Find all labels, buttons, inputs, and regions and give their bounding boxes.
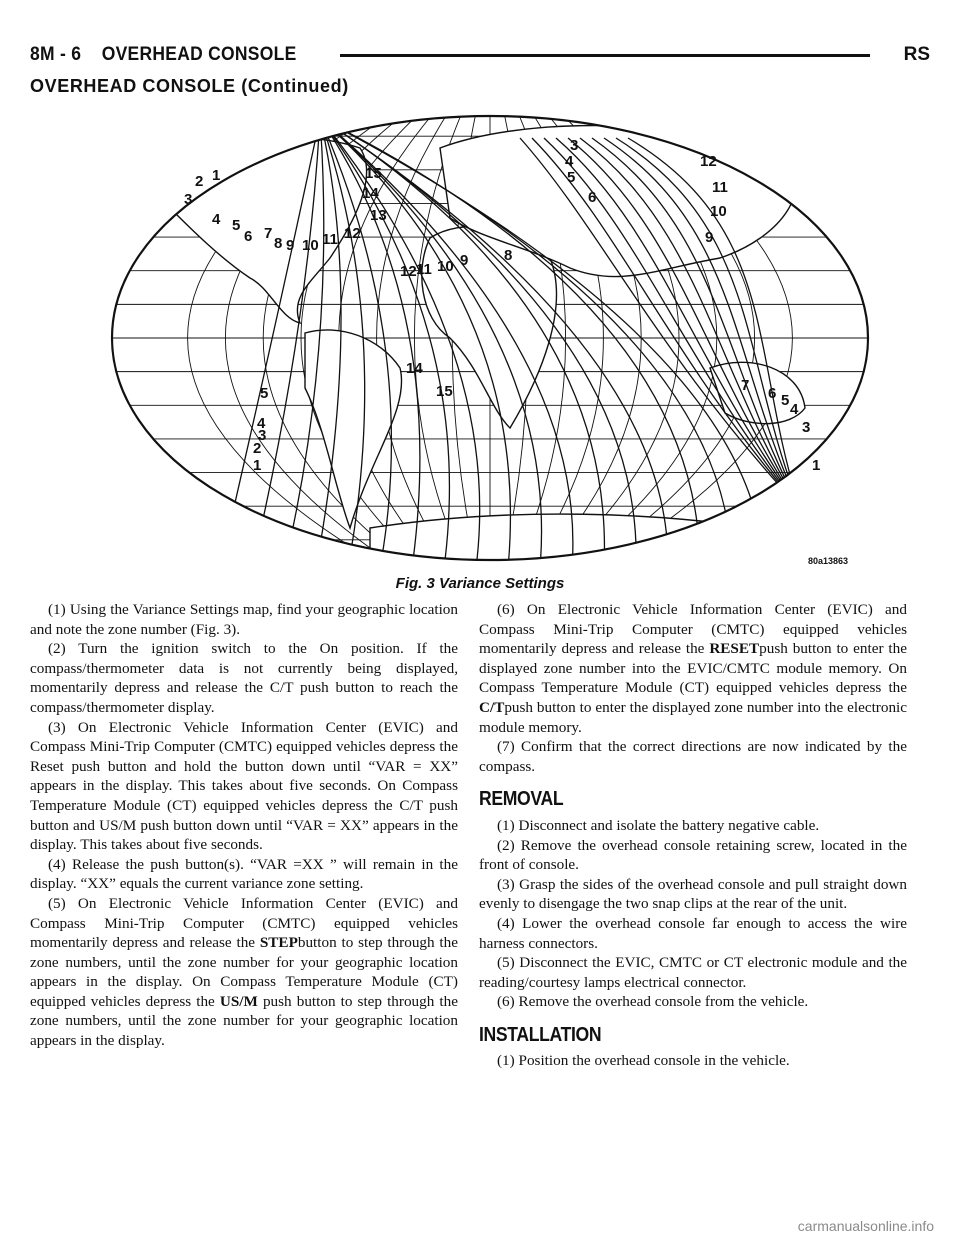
zone-number-label: 9 <box>460 252 469 269</box>
zone-number-label: 9 <box>705 229 714 246</box>
zone-number-label: 3 <box>258 427 267 444</box>
zone-number-label: 14 <box>406 360 423 377</box>
removal-heading: REMOVAL <box>479 788 564 811</box>
header-section-title: 8M - 6 OVERHEAD CONSOLE <box>30 44 297 65</box>
step-6 <box>479 600 907 737</box>
zone-number-label: 12 <box>344 225 361 242</box>
zone-number-label: 7 <box>741 377 750 394</box>
removal-step-3: (3) Grasp the sides of the overhead console and pull straight down evenly to disengage the two snap clips at the rear of the unit. <box>479 875 907 913</box>
zone-number-label: 15 <box>436 383 453 400</box>
zone-number-label: 2 <box>253 440 262 457</box>
zone-number-label: 15 <box>365 165 382 182</box>
zone-number-label: 8 <box>504 247 513 264</box>
step-6-text-c: push button to enter the displayed zone number into the electronic module memory. <box>479 698 907 736</box>
landmass-outline <box>370 514 820 570</box>
zone-number-label: 3 <box>802 419 811 436</box>
zone-number-label: 10 <box>710 203 727 220</box>
ct-button-label: C/T <box>479 698 505 716</box>
zone-number-label: 10 <box>302 237 319 254</box>
reset-button-label: RESET <box>709 640 760 658</box>
step-button-label: STEP <box>259 934 298 952</box>
installation-heading: INSTALLATION <box>479 1023 602 1046</box>
installation-step-1: (1) Position the overhead console in the vehicle. <box>497 1052 790 1070</box>
step-5 <box>30 894 458 1051</box>
step-7: (7) Confirm that the correct directions are now indicated by the compass. <box>479 738 907 775</box>
zone-number-label: 12 <box>700 153 717 170</box>
figure-caption: Fig. 3 Variance Settings <box>395 575 565 592</box>
zone-number-label: 1 <box>253 457 262 474</box>
zone-number-label: 4 <box>790 401 799 418</box>
zone-number-label: 8 <box>274 235 283 252</box>
step-5-text-b: button to step through the zone numbers, until the zone number for your geographic location appears in the display. On Compass Temperature Module (CT) equipped vehicles depress the <box>30 934 458 1010</box>
variance-map-figure <box>100 108 880 570</box>
step-2: (2) Turn the ignition switch to the On position. If the compass/thermometer data is not currently being displayed, momentarily depress and release the C/T push button to reach the compass/thermometer display. <box>30 640 458 716</box>
zone-number-label: 3 <box>570 137 579 154</box>
zone-number-label: 1 <box>812 457 821 474</box>
removal-step-4: (4) Lower the overhead console far enough to access the wire harness connectors. <box>479 914 907 952</box>
removal-step-6: (6) Remove the overhead console from the vehicle. <box>497 993 809 1011</box>
zone-number-label: 13 <box>370 207 387 224</box>
step-3: (3) On Electronic Vehicle Information Center (EVIC) and Compass Mini-Trip Computer (CMTC) equipped vehicles depress the Reset push button and hold the button down until “VAR = XX” appears in the display. This takes about five seconds. On Compass Temperature Module (CT) equipped vehicles depress the C/T push button and US/M push button down until “VAR = XX” appears in the display. This takes about five seconds. <box>30 718 458 854</box>
figure-code: 80a13863 <box>808 556 849 566</box>
page-header <box>30 44 930 70</box>
zone-number-label: 2 <box>195 173 204 190</box>
step-5-text-c: push button to step through the zone numbers, until the zone number for your geographic location appears in the display. <box>30 992 458 1050</box>
zone-number-label: 5 <box>232 217 241 234</box>
header-rule <box>340 54 870 57</box>
zone-number-label: 6 <box>768 385 777 402</box>
world-variance-map <box>100 108 880 570</box>
zone-number-label: 14 <box>362 185 379 202</box>
zone-number-label: 11 <box>712 179 728 196</box>
header-model-code: RS <box>903 44 930 65</box>
zone-number-label: 6 <box>588 189 597 206</box>
zone-number-label: 10 <box>437 258 454 275</box>
step-1: (1) Using the Variance Settings map, find your geographic location and note the zone number (Fig. 3). <box>30 601 458 638</box>
zone-number-label: 5 <box>567 169 576 186</box>
removal-step-5: (5) Disconnect the EVIC, CMTC or CT electronic module and the reading/courtesy lamps electrical connector. <box>479 954 907 991</box>
zone-number-label: 4 <box>257 415 266 432</box>
left-column <box>30 600 458 1051</box>
step-6-text-a: (6) On Electronic Vehicle Information Center (EVIC) and Compass Mini-Trip Computer (CMTC) equipped vehicles momentarily depress and release the <box>479 601 907 658</box>
usm-button-label: US/M <box>219 992 258 1010</box>
right-column <box>479 600 907 1071</box>
watermark-footer: carmanualsonline.info <box>797 1218 934 1234</box>
zone-number-label: 11 <box>416 261 432 278</box>
zone-number-label: 5 <box>260 385 269 402</box>
removal-step-1: (1) Disconnect and isolate the battery negative cable. <box>497 816 820 834</box>
zone-number-label: 4 <box>565 153 574 170</box>
zone-number-label: 9 <box>286 237 295 254</box>
step-5-text-a: (5) On Electronic Vehicle Information Center (EVIC) and Compass Mini-Trip Computer (CMTC) equipped vehicles momentarily depress and release the <box>30 894 458 952</box>
step-6-text-b: push button to enter the displayed zone number into the EVIC/CMTC module memory. On Compass Temperature Module (CT) equipped vehicles depress the <box>479 640 907 697</box>
zone-number-label: 11 <box>322 231 338 248</box>
zone-number-label: 12 <box>400 263 417 280</box>
zone-number-label: 5 <box>781 392 790 409</box>
zone-number-label: 7 <box>264 225 273 242</box>
step-4: (4) Release the push button(s). “VAR =XX ” will remain in the display. “XX” equals the current variance zone setting. <box>30 855 458 893</box>
zone-number-label: 6 <box>244 228 253 245</box>
zone-number-label: 3 <box>184 191 193 208</box>
removal-step-2: (2) Remove the overhead console retaining screw, located in the front of console. <box>479 836 907 874</box>
zone-number-label: 4 <box>212 211 221 228</box>
zone-number-label: 1 <box>212 167 221 184</box>
continued-heading: OVERHEAD CONSOLE (Continued) <box>30 76 349 96</box>
